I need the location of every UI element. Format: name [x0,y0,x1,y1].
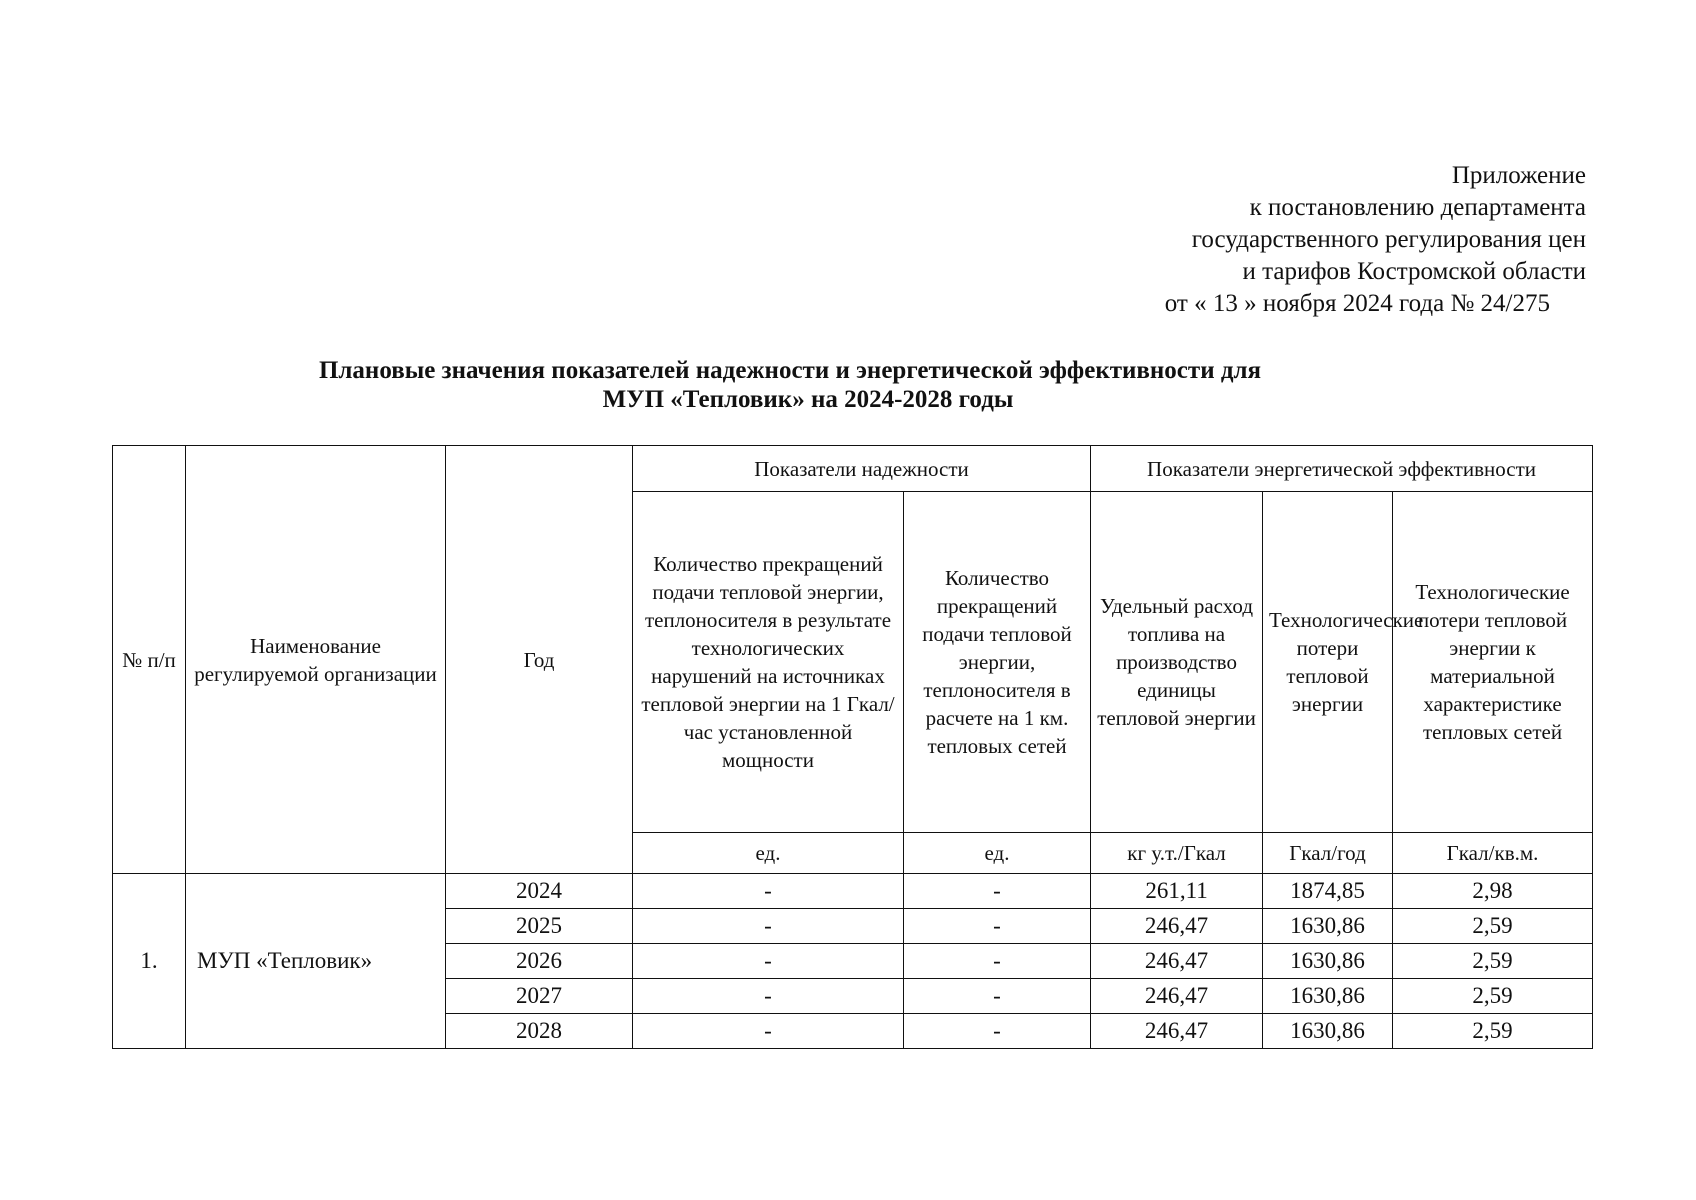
value-cell: 2,59 [1393,979,1593,1014]
unit-cell: ед. [904,833,1091,874]
header-year: Год [446,446,633,874]
value-cell: - [904,979,1091,1014]
value-cell: 246,47 [1091,979,1263,1014]
value-cell: - [904,944,1091,979]
header-col-fuel-consumption: Удельный расход топлива на производство единицы тепловой энергии [1091,492,1263,833]
value-cell: - [633,909,904,944]
value-cell: - [904,909,1091,944]
unit-cell: ед. [633,833,904,874]
value-cell: - [633,979,904,1014]
header-col-heat-losses: Технологические потери тепловой энергии [1263,492,1393,833]
value-cell: - [633,944,904,979]
year-cell: 2025 [446,909,633,944]
value-cell: 246,47 [1091,944,1263,979]
value-cell: 1630,86 [1263,909,1393,944]
header-organization: Наименование регулируемой организации [186,446,446,874]
unit-cell: кг у.т./Гкал [1091,833,1263,874]
header-num: № п/п [113,446,186,874]
year-cell: 2024 [446,874,633,909]
row-number-cell: 1. [113,874,186,1049]
value-cell: 2,59 [1393,909,1593,944]
year-cell: 2027 [446,979,633,1014]
indicators-table [112,445,1593,1049]
value-cell: - [633,874,904,909]
year-cell: 2026 [446,944,633,979]
organization-cell: МУП «Тепловик» [186,874,446,1049]
header-reliability-group: Показатели надежности [633,446,1091,492]
value-cell: 2,98 [1393,874,1593,909]
header-col-outages-sources: Количество прекращений подачи тепловой энергии, теплоносителя в результате технологических нарушений на источниках тепловой энергии на 1 Гкал/час установленной мощности [633,492,904,833]
value-cell: 2,59 [1393,944,1593,979]
appendix-line: Приложение [1451,162,1586,189]
value-cell: 246,47 [1091,909,1263,944]
value-cell: 246,47 [1091,1014,1263,1049]
year-cell: 2028 [446,1014,633,1049]
value-cell: 2,59 [1393,1014,1593,1049]
value-cell: 1630,86 [1263,1014,1393,1049]
document-title-line-1: Плановые значения показателей надежности и энергетической эффективности для [318,357,1262,384]
header-row-groups [113,446,1593,492]
value-cell: - [904,1014,1091,1049]
appendix-line: и тарифов Костромской области [1242,258,1586,285]
appendix-line: к постановлению департамента [1249,194,1586,221]
value-cell: 1874,85 [1263,874,1393,909]
value-cell: - [633,1014,904,1049]
value-cell: 1630,86 [1263,944,1393,979]
appendix-block [1165,160,1586,320]
header-col-outages-networks: Количество прекращений подачи тепловой энергии, теплоносителя в расчете на 1 км. тепловых сетей [904,492,1091,833]
document-title-line-2: МУП «Тепловик» на 2024-2028 годы [602,386,1014,413]
unit-cell: Гкал/год [1263,833,1393,874]
appendix-date-line: от « 13 » ноября 2024 года № 24/275 [1164,290,1550,317]
document-title [0,356,1696,414]
value-cell: 261,11 [1091,874,1263,909]
value-cell: 1630,86 [1263,979,1393,1014]
table-row [113,874,1593,909]
header-efficiency-group: Показатели энергетической эффективности [1091,446,1593,492]
value-cell: - [904,874,1091,909]
unit-cell: Гкал/кв.м. [1393,833,1593,874]
appendix-line: государственного регулирования цен [1191,226,1586,253]
header-col-losses-per-characteristic: Технологические потери тепловой энергии к материальной характеристике тепловых сетей [1393,492,1593,833]
